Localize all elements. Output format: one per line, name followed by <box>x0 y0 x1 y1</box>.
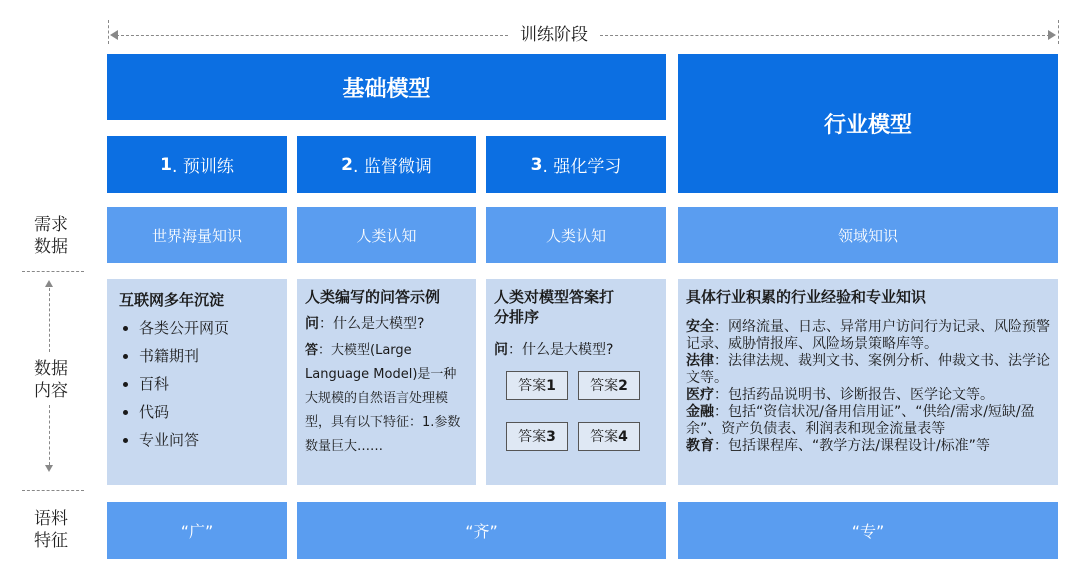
answer-number: 2 <box>618 377 628 394</box>
industry-entry-medical <box>686 387 1050 404</box>
stage-label: . 预训练 <box>172 157 234 177</box>
answer-number: 3 <box>546 428 556 445</box>
stage-sft-header <box>297 136 476 193</box>
timeline-left-tick <box>108 20 109 44</box>
content-heading: 人类编写的问答示例 <box>305 288 441 306</box>
arrow-up-icon <box>45 280 53 287</box>
content-rl <box>486 279 666 485</box>
list-item: • 书籍期刊 <box>139 342 275 370</box>
industry-entry-education <box>686 438 1050 455</box>
demand-cell-sft: 人类认知 <box>297 207 476 263</box>
industry-entry-finance <box>686 404 1050 438</box>
entry-label: 金融 <box>686 404 714 420</box>
list-item: • 专业问答 <box>139 426 275 454</box>
demand-cell-rl: 人类认知 <box>486 207 666 263</box>
list-item: • 各类公开网页 <box>139 314 275 342</box>
question-label: 问 <box>494 342 508 358</box>
entry-text: ：法律法规、裁判文书、案例分析、仲裁文书、法学论文等。 <box>686 353 1050 386</box>
answer-box-2 <box>578 371 640 400</box>
content-pretrain <box>107 279 287 485</box>
answer-prefix: 答案 <box>518 377 547 394</box>
answer-label: 答 <box>305 343 319 358</box>
entry-label: 安全 <box>686 319 714 335</box>
feature-broad: “广” <box>107 502 287 559</box>
entry-text: ：包括“资信状况/备用信用证”、“供给/需求/短缺/盈余”、资产负债表、利润表和现金流量表等 <box>686 404 1035 437</box>
feature-complete: “齐” <box>297 502 666 559</box>
feature-specialized: “专” <box>678 502 1058 559</box>
answer-number: 4 <box>618 428 628 445</box>
sft-question <box>305 313 468 335</box>
list-item: • 代码 <box>139 398 275 426</box>
entry-text: ：包括课程库、“教学方法/课程设计/标准”等 <box>714 438 990 454</box>
question-text: ：什么是大模型? <box>508 342 614 358</box>
answer-box-1 <box>506 371 568 400</box>
row-label-demand-data: 需求 数据 <box>34 215 68 257</box>
content-heading: 人类对模型答案打分排序 <box>494 288 615 326</box>
arrow-left-icon <box>110 30 118 40</box>
separator-bottom <box>22 490 84 491</box>
industry-entry-law <box>686 353 1050 387</box>
question-text: ：什么是大模型? <box>319 316 425 332</box>
question-label: 问 <box>305 316 319 332</box>
arrow-right-icon <box>1048 30 1056 40</box>
demand-cell-pretrain: 世界海量知识 <box>107 207 287 263</box>
content-industry <box>678 279 1058 485</box>
stage-number: 2 <box>341 154 354 175</box>
entry-text: ：包括药品说明书、诊断报告、医学论文等。 <box>714 387 994 403</box>
timeline-title: 训练阶段 <box>520 25 588 45</box>
stage-pretrain-header <box>107 136 287 193</box>
answer-prefix: 答案 <box>590 377 619 394</box>
stage-number: 1 <box>160 154 173 175</box>
content-heading: 互联网多年沉淀 <box>119 291 225 309</box>
vertical-arrow-line-bottom <box>49 405 50 465</box>
answer-prefix: 答案 <box>518 428 547 445</box>
answer-number: 1 <box>546 377 556 394</box>
industry-entries <box>686 319 1050 455</box>
answer-box-4 <box>578 422 640 451</box>
arrow-down-icon <box>45 465 53 472</box>
timeline-right-tick <box>1058 20 1059 44</box>
answer-prefix: 答案 <box>590 428 619 445</box>
stage-label: . 强化学习 <box>542 157 622 177</box>
rl-question <box>494 339 658 361</box>
stage-number: 3 <box>530 154 543 175</box>
entry-label: 医疗 <box>686 387 714 403</box>
entry-text: ：网络流量、日志、异常用户访问行为记录、风险预警记录、威胁情报库、风险场景策略库等。 <box>686 319 1050 352</box>
timeline-line-left <box>116 35 508 36</box>
entry-label: 法律 <box>686 353 714 369</box>
separator-top <box>22 271 84 272</box>
answer-text: ：大模型(Large Language Model)是一种大规模的自然语言处理模型，具有以下特征：1.参数数量巨大…… <box>305 343 461 454</box>
row-label-corpus-features: 语料 特征 <box>34 509 68 551</box>
content-heading: 具体行业积累的行业经验和专业知识 <box>686 288 927 306</box>
sft-answer <box>305 339 468 459</box>
timeline-line-right <box>600 35 1050 36</box>
content-sft <box>297 279 476 485</box>
pretrain-list <box>119 314 275 454</box>
industry-model-header: 行业模型 <box>678 54 1058 193</box>
foundation-model-header: 基础模型 <box>107 54 666 120</box>
stage-label: . 监督微调 <box>353 157 432 177</box>
entry-label: 教育 <box>686 438 714 454</box>
list-item: • 百科 <box>139 370 275 398</box>
stage-rl-header <box>486 136 666 193</box>
answer-box-3 <box>506 422 568 451</box>
row-label-data-content: 数据 内容 <box>34 359 68 401</box>
demand-cell-industry: 领域知识 <box>678 207 1058 263</box>
industry-entry-security <box>686 319 1050 353</box>
vertical-arrow-line-top <box>49 288 50 352</box>
